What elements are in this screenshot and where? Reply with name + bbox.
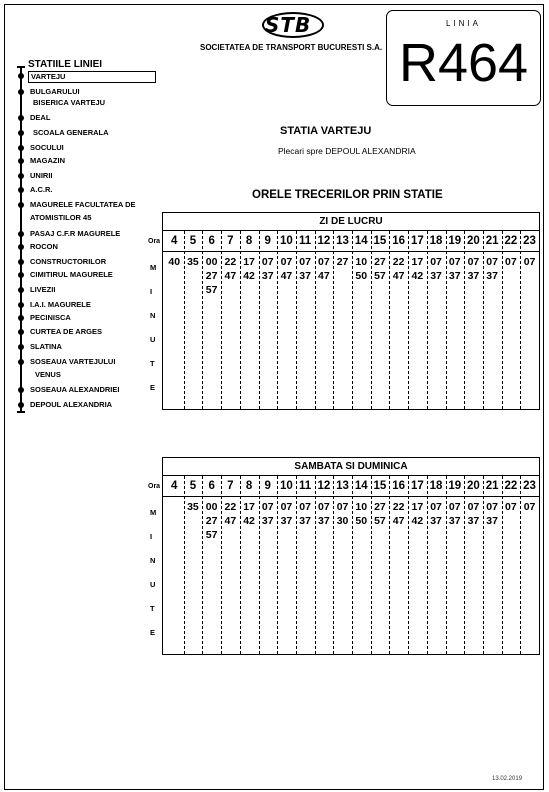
minute-cell: 17: [243, 256, 255, 268]
hour-cell: 12: [317, 480, 331, 492]
stop-item: I.A.I. MAGURELE: [30, 300, 91, 309]
timetable-weekday: [148, 212, 540, 410]
minute-cell: 27: [374, 256, 386, 268]
minute-cell: 42: [411, 270, 424, 282]
hour-cell: 18: [429, 235, 443, 247]
stop-item: SOCULUI: [30, 143, 64, 152]
minute-cell: 30: [336, 515, 349, 527]
minute-letter: M: [150, 263, 157, 272]
stop-dot-icon: [18, 145, 24, 151]
minute-cell: 10: [355, 256, 368, 268]
minute-cell: 07: [486, 256, 498, 268]
minute-letter: N: [150, 556, 156, 565]
minute-cell: 27: [205, 515, 218, 527]
stop-dot-icon: [18, 387, 24, 393]
route-number: R464: [398, 33, 529, 93]
minute-cell: 42: [411, 515, 424, 527]
stop-item: PECINISCA: [30, 313, 71, 322]
minute-cell: 37: [448, 515, 461, 527]
hour-cell: 18: [429, 480, 443, 492]
route-line-start: [17, 66, 25, 68]
route-badge: [386, 10, 541, 106]
minute-cell: 57: [205, 529, 218, 541]
hour-cell: 22: [504, 235, 518, 247]
minute-letter: E: [150, 628, 156, 637]
minute-letter: U: [150, 335, 156, 344]
hour-cell: 5: [189, 235, 197, 247]
minute-letter: T: [150, 604, 155, 613]
hour-cell: 6: [208, 235, 215, 247]
hour-cell: 19: [448, 235, 462, 247]
stop-item: CONSTRUCTORILOR: [30, 257, 107, 266]
minute-cell: 07: [261, 501, 274, 513]
stop-dot-icon: [18, 244, 24, 250]
minute-cell: 17: [411, 501, 424, 513]
stop-dot-icon: [18, 402, 24, 408]
stop-item: PASAJ C.F.R MAGURELE: [30, 229, 121, 238]
hour-label: Ora: [148, 483, 161, 490]
minute-cell: 37: [486, 515, 498, 527]
stop-item: VENUS: [35, 370, 61, 379]
minute-cell: 37: [261, 270, 274, 282]
minute-cell: 07: [336, 501, 349, 513]
hour-cell: 6: [208, 480, 215, 492]
timetable-title: ZI DE LUCRU: [163, 213, 539, 231]
minute-cell: 00: [205, 256, 218, 268]
hour-cell: 22: [504, 480, 518, 492]
hour-cell: 16: [392, 480, 406, 492]
minute-letter: T: [150, 359, 155, 368]
minute-cell: 07: [523, 501, 536, 513]
stop-item: SLATINA: [30, 342, 62, 351]
minute-letter: M: [150, 508, 157, 517]
minute-cell: 07: [448, 256, 461, 268]
stop-item: SCOALA GENERALA: [33, 128, 109, 137]
hour-cell: 4: [171, 480, 178, 492]
hour-cell: 17: [410, 235, 424, 247]
minute-cell: 27: [205, 270, 218, 282]
minute-cell: 47: [224, 515, 237, 527]
stop-item: A.C.R.: [30, 185, 53, 194]
hour-cell: 19: [448, 480, 462, 492]
hour-cell: 15: [373, 235, 387, 247]
minute-cell: 07: [261, 256, 274, 268]
column-divider: [539, 476, 540, 654]
minute-cell: 37: [430, 270, 442, 282]
minute-cell: 50: [355, 270, 368, 282]
stb-logo-text: STB: [265, 13, 312, 37]
stop-dot-icon: [18, 115, 24, 121]
timetable-heading: ORELE TRECERILOR PRIN STATIE: [252, 189, 443, 201]
stop-item: BISERICA VARTEJU: [33, 98, 106, 107]
minute-letter: N: [150, 311, 156, 320]
minute-letter: E: [150, 383, 156, 392]
hour-cell: 23: [523, 235, 536, 247]
stop-item: SOSEAUA VARTEJULUI: [30, 357, 116, 366]
stop-item: DEAL: [30, 113, 51, 122]
minute-cell: 47: [280, 270, 293, 282]
minute-cell: 07: [523, 256, 536, 268]
minute-cell: 00: [205, 501, 218, 513]
minute-cell: 07: [299, 256, 311, 268]
hour-cell: 14: [354, 480, 368, 492]
stop-dot-icon: [18, 259, 24, 265]
hour-cell: 7: [227, 235, 234, 247]
hour-cell: 20: [467, 480, 480, 492]
minute-cell: 07: [430, 256, 442, 268]
stop-dot-icon: [18, 73, 24, 79]
minute-cell: 42: [243, 270, 255, 282]
stop-item: CIMITIRUL MAGURELE: [30, 270, 113, 279]
stop-item: UNIRII: [30, 171, 53, 180]
minute-letter: I: [150, 532, 153, 541]
stop-dot-icon: [18, 272, 24, 278]
minute-cell: 42: [243, 515, 255, 527]
minute-letter: I: [150, 287, 153, 296]
hour-cell: 15: [373, 480, 387, 492]
minute-cell: 37: [467, 515, 480, 527]
timetable-title: SAMBATA SI DUMINICA: [163, 458, 539, 476]
timetable-weekend: [148, 457, 540, 655]
stop-dot-icon: [18, 231, 24, 237]
hour-cell: 4: [171, 235, 178, 247]
stop-item: DEPOUL ALEXANDRIA: [30, 400, 113, 409]
stop-item: BULGARULUI: [30, 87, 80, 96]
minute-cell: 57: [374, 270, 386, 282]
stop-item: MAGURELE FACULTATEA DE: [30, 200, 136, 209]
minute-cell: 37: [467, 270, 480, 282]
stop-dot-icon: [18, 202, 24, 208]
minute-cell: 37: [318, 515, 330, 527]
hour-cell: 5: [189, 480, 197, 492]
stop-item: MAGAZIN: [30, 156, 65, 165]
minute-cell: 07: [486, 501, 498, 513]
hour-cell: 10: [280, 235, 293, 247]
stop-item: SOSEAUA ALEXANDRIEI: [30, 385, 120, 394]
minute-cell: 07: [448, 501, 461, 513]
minute-cell: 17: [411, 256, 424, 268]
minute-cell: 07: [467, 501, 480, 513]
footer-date: 13.02.2019: [492, 776, 523, 782]
stop-item: CURTEA DE ARGES: [30, 327, 102, 336]
stop-item: ATOMISTILOR 45: [30, 213, 92, 222]
minute-cell: 27: [336, 256, 349, 268]
stops-title: STATIILE LINIEI: [28, 59, 103, 70]
minute-cell: 22: [392, 256, 405, 268]
minute-cell: 57: [374, 515, 386, 527]
minute-cell: 07: [280, 256, 293, 268]
minute-cell: 37: [430, 515, 442, 527]
hour-cell: 9: [264, 235, 271, 247]
stop-dot-icon: [18, 315, 24, 321]
minute-cell: 37: [299, 515, 311, 527]
minute-cell: 22: [224, 501, 237, 513]
hour-cell: 21: [485, 480, 499, 492]
minute-cell: 10: [355, 501, 368, 513]
route-line-end: [17, 411, 25, 413]
minute-cell: 07: [430, 501, 442, 513]
hour-cell: 17: [410, 480, 424, 492]
stop-dot-icon: [18, 173, 24, 179]
hour-cell: 8: [245, 480, 253, 492]
minute-cell: 57: [205, 284, 218, 296]
stop-item: ROCON: [30, 242, 58, 251]
stop-dot-icon: [18, 344, 24, 350]
hour-cell: 11: [299, 235, 312, 247]
minute-cell: 07: [467, 256, 480, 268]
minute-cell: 07: [318, 501, 330, 513]
stop-current: VARTEJU: [28, 71, 156, 83]
minute-cell: 37: [261, 515, 274, 527]
stop-item: LIVEZII: [30, 285, 56, 294]
stop-dot-icon: [18, 89, 24, 95]
stop-dot-icon: [18, 158, 24, 164]
stop-dot-icon: [18, 302, 24, 308]
hour-cell: 9: [264, 480, 271, 492]
stop-dot-icon: [18, 287, 24, 293]
minute-cell: 37: [299, 270, 311, 282]
hour-cell: 8: [245, 235, 253, 247]
minute-cell: 47: [224, 270, 237, 282]
minute-cell: 37: [448, 270, 461, 282]
minute-cell: 35: [187, 501, 199, 513]
stop-dot-icon: [18, 130, 24, 136]
minute-cell: 27: [374, 501, 386, 513]
stop-dot-icon: [18, 359, 24, 365]
station-title: STATIA VARTEJU: [280, 125, 372, 137]
minute-cell: 22: [392, 501, 405, 513]
minute-cell: 37: [486, 270, 498, 282]
company-name: SOCIETATEA DE TRANSPORT BUCURESTI S.A.: [200, 43, 383, 52]
hour-cell: 16: [392, 235, 406, 247]
minute-cell: 40: [168, 256, 181, 268]
minute-cell: 50: [355, 515, 368, 527]
minute-cell: 07: [318, 256, 330, 268]
column-divider: [539, 231, 540, 409]
hour-cell: 7: [227, 480, 234, 492]
hour-cell: 10: [280, 480, 293, 492]
hour-cell: 11: [299, 480, 312, 492]
route-label: LINIA: [445, 19, 481, 28]
minute-cell: 07: [505, 501, 517, 513]
hour-cell: 13: [336, 480, 349, 492]
minute-cell: 47: [392, 515, 405, 527]
minute-cell: 07: [505, 256, 517, 268]
stop-dot-icon: [18, 329, 24, 335]
minute-cell: 22: [224, 256, 237, 268]
minute-cell: 07: [280, 501, 293, 513]
hour-cell: 20: [467, 235, 480, 247]
minute-cell: 47: [392, 270, 405, 282]
station-direction: Plecari spre DEPOUL ALEXANDRIA: [278, 146, 416, 156]
hour-cell: 12: [317, 235, 331, 247]
hour-cell: 13: [336, 235, 349, 247]
hour-cell: 14: [354, 235, 368, 247]
stop-dot-icon: [18, 187, 24, 193]
minute-cell: 35: [187, 256, 199, 268]
hour-cell: 21: [485, 235, 499, 247]
minute-cell: 47: [318, 270, 330, 282]
minute-cell: 07: [299, 501, 311, 513]
minute-letter: U: [150, 580, 156, 589]
minute-cell: 37: [280, 515, 293, 527]
hour-label: Ora: [148, 238, 161, 245]
minute-cell: 17: [243, 501, 255, 513]
hour-cell: 23: [523, 480, 536, 492]
